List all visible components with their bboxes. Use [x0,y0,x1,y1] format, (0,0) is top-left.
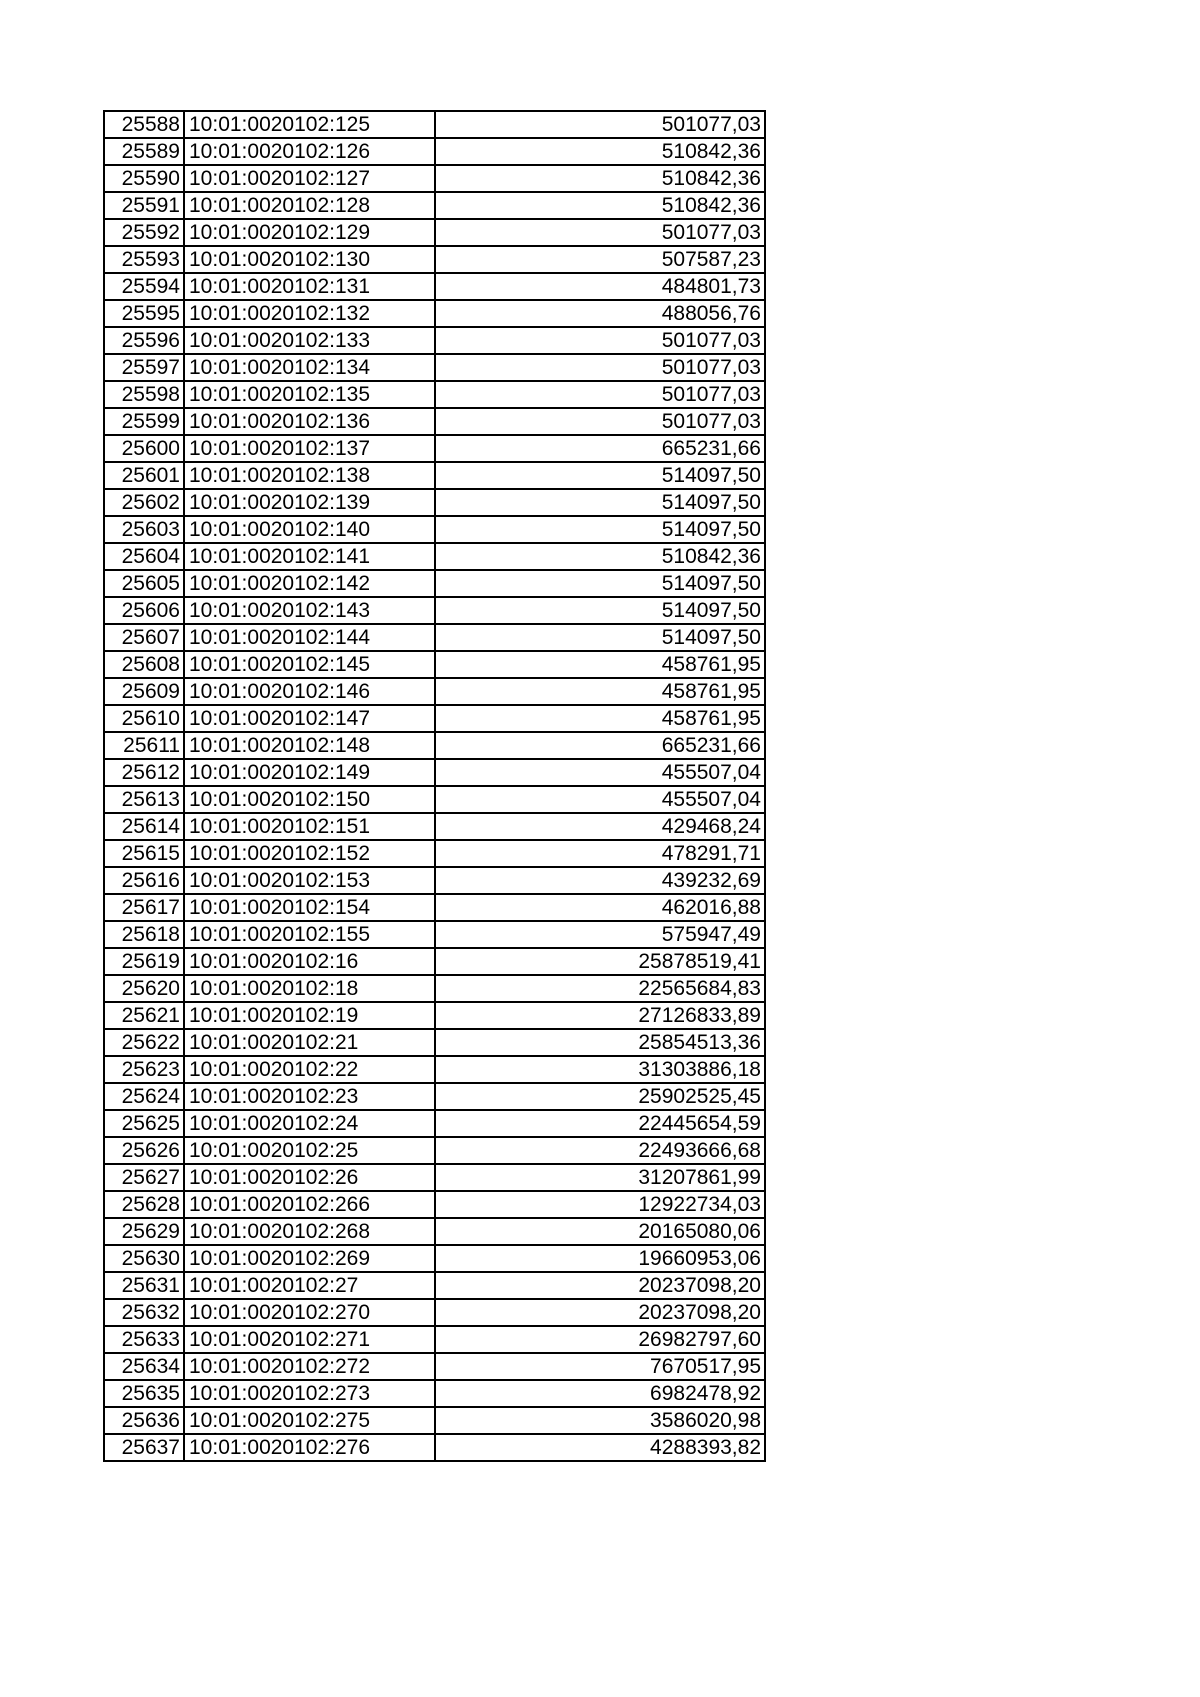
cadastral-number-cell: 10:01:0020102:154 [184,894,435,921]
row-number-cell: 25600 [104,435,184,462]
row-number-cell: 25595 [104,300,184,327]
cadastral-value-cell: 25878519,41 [435,948,765,975]
cadastral-value-cell: 514097,50 [435,489,765,516]
cadastral-number-cell: 10:01:0020102:275 [184,1407,435,1434]
cadastral-number-cell: 10:01:0020102:266 [184,1191,435,1218]
cadastral-value-cell: 501077,03 [435,408,765,435]
row-number-cell: 25592 [104,219,184,246]
row-number-cell: 25599 [104,408,184,435]
cadastral-value-cell: 31303886,18 [435,1056,765,1083]
table-row [104,894,765,921]
row-number-cell: 25619 [104,948,184,975]
table-row [104,219,765,246]
table-row [104,948,765,975]
table-row [104,354,765,381]
row-number-cell: 25591 [104,192,184,219]
table-row [104,813,765,840]
row-number-cell: 25605 [104,570,184,597]
cadastral-value-cell: 6982478,92 [435,1380,765,1407]
row-number-cell: 25588 [104,111,184,138]
cadastral-number-cell: 10:01:0020102:140 [184,516,435,543]
cadastral-number-cell: 10:01:0020102:268 [184,1218,435,1245]
row-number-cell: 25629 [104,1218,184,1245]
row-number-cell: 25627 [104,1164,184,1191]
cadastral-number-cell: 10:01:0020102:129 [184,219,435,246]
row-number-cell: 25628 [104,1191,184,1218]
cadastral-number-cell: 10:01:0020102:26 [184,1164,435,1191]
row-number-cell: 25606 [104,597,184,624]
cadastral-value-cell: 22445654,59 [435,1110,765,1137]
table-row [104,597,765,624]
row-number-cell: 25635 [104,1380,184,1407]
cadastral-number-cell: 10:01:0020102:23 [184,1083,435,1110]
cadastral-number-cell: 10:01:0020102:25 [184,1137,435,1164]
cadastral-number-cell: 10:01:0020102:143 [184,597,435,624]
cadastral-number-cell: 10:01:0020102:21 [184,1029,435,1056]
table-row [104,570,765,597]
cadastral-number-cell: 10:01:0020102:149 [184,759,435,786]
table-row [104,1083,765,1110]
row-number-cell: 25597 [104,354,184,381]
table-body [104,111,765,1461]
cadastral-number-cell: 10:01:0020102:136 [184,408,435,435]
cadastral-number-cell: 10:01:0020102:141 [184,543,435,570]
table-row [104,381,765,408]
table-row [104,273,765,300]
row-number-cell: 25610 [104,705,184,732]
table-row [104,246,765,273]
table-row [104,705,765,732]
table-row [104,678,765,705]
cadastral-number-cell: 10:01:0020102:19 [184,1002,435,1029]
cadastral-number-cell: 10:01:0020102:152 [184,840,435,867]
row-number-cell: 25621 [104,1002,184,1029]
table-row [104,840,765,867]
row-number-cell: 25604 [104,543,184,570]
cadastral-value-cell: 462016,88 [435,894,765,921]
table-row [104,327,765,354]
cadastral-value-cell: 510842,36 [435,165,765,192]
row-number-cell: 25589 [104,138,184,165]
cadastral-value-table [103,110,766,1462]
cadastral-value-cell: 501077,03 [435,381,765,408]
table-row [104,651,765,678]
cadastral-number-cell: 10:01:0020102:127 [184,165,435,192]
cadastral-number-cell: 10:01:0020102:144 [184,624,435,651]
row-number-cell: 25624 [104,1083,184,1110]
cadastral-value-cell: 514097,50 [435,597,765,624]
cadastral-value-cell: 458761,95 [435,705,765,732]
cadastral-value-cell: 439232,69 [435,867,765,894]
row-number-cell: 25598 [104,381,184,408]
table-row [104,1299,765,1326]
table-row [104,489,765,516]
cadastral-number-cell: 10:01:0020102:138 [184,462,435,489]
row-number-cell: 25633 [104,1326,184,1353]
cadastral-number-cell: 10:01:0020102:150 [184,786,435,813]
table-row [104,1164,765,1191]
cadastral-value-cell: 510842,36 [435,543,765,570]
cadastral-value-cell: 484801,73 [435,273,765,300]
table-row [104,435,765,462]
cadastral-value-cell: 501077,03 [435,219,765,246]
row-number-cell: 25601 [104,462,184,489]
cadastral-value-cell: 514097,50 [435,570,765,597]
table-row [104,1110,765,1137]
cadastral-value-cell: 510842,36 [435,138,765,165]
cadastral-value-cell: 458761,95 [435,678,765,705]
cadastral-number-cell: 10:01:0020102:132 [184,300,435,327]
table-row [104,1137,765,1164]
cadastral-number-cell: 10:01:0020102:276 [184,1434,435,1461]
cadastral-value-cell: 25854513,36 [435,1029,765,1056]
cadastral-number-cell: 10:01:0020102:135 [184,381,435,408]
cadastral-value-cell: 458761,95 [435,651,765,678]
cadastral-number-cell: 10:01:0020102:134 [184,354,435,381]
table-row [104,1218,765,1245]
cadastral-number-cell: 10:01:0020102:272 [184,1353,435,1380]
row-number-cell: 25634 [104,1353,184,1380]
cadastral-value-cell: 429468,24 [435,813,765,840]
cadastral-value-cell: 510842,36 [435,192,765,219]
cadastral-value-cell: 20237098,20 [435,1299,765,1326]
row-number-cell: 25620 [104,975,184,1002]
cadastral-number-cell: 10:01:0020102:27 [184,1272,435,1299]
row-number-cell: 25603 [104,516,184,543]
row-number-cell: 25616 [104,867,184,894]
row-number-cell: 25636 [104,1407,184,1434]
table-row [104,1326,765,1353]
cadastral-number-cell: 10:01:0020102:22 [184,1056,435,1083]
row-number-cell: 25614 [104,813,184,840]
table-row [104,975,765,1002]
table-row [104,165,765,192]
cadastral-value-cell: 501077,03 [435,327,765,354]
table-row [104,111,765,138]
table-row [104,300,765,327]
cadastral-number-cell: 10:01:0020102:16 [184,948,435,975]
cadastral-value-cell: 514097,50 [435,462,765,489]
cadastral-value-cell: 514097,50 [435,516,765,543]
cadastral-value-cell: 4288393,82 [435,1434,765,1461]
row-number-cell: 25618 [104,921,184,948]
row-number-cell: 25623 [104,1056,184,1083]
table-row [104,543,765,570]
cadastral-value-cell: 507587,23 [435,246,765,273]
cadastral-value-cell: 27126833,89 [435,1002,765,1029]
row-number-cell: 25594 [104,273,184,300]
cadastral-value-cell: 7670517,95 [435,1353,765,1380]
cadastral-value-cell: 12922734,03 [435,1191,765,1218]
cadastral-number-cell: 10:01:0020102:148 [184,732,435,759]
cadastral-number-cell: 10:01:0020102:18 [184,975,435,1002]
row-number-cell: 25632 [104,1299,184,1326]
table-row [104,624,765,651]
table-row [104,759,765,786]
cadastral-number-cell: 10:01:0020102:269 [184,1245,435,1272]
cadastral-value-cell: 478291,71 [435,840,765,867]
row-number-cell: 25596 [104,327,184,354]
table-row [104,1245,765,1272]
cadastral-value-cell: 665231,66 [435,435,765,462]
row-number-cell: 25630 [104,1245,184,1272]
cadastral-value-cell: 31207861,99 [435,1164,765,1191]
table-row [104,408,765,435]
cadastral-value-cell: 501077,03 [435,354,765,381]
cadastral-value-cell: 19660953,06 [435,1245,765,1272]
cadastral-value-cell: 22565684,83 [435,975,765,1002]
table-row [104,1380,765,1407]
table-row [104,1002,765,1029]
table-row [104,732,765,759]
table-row [104,786,765,813]
cadastral-number-cell: 10:01:0020102:133 [184,327,435,354]
cadastral-value-cell: 514097,50 [435,624,765,651]
cadastral-number-cell: 10:01:0020102:151 [184,813,435,840]
table-row [104,1272,765,1299]
table-row [104,1056,765,1083]
cadastral-value-cell: 455507,04 [435,786,765,813]
table-row [104,462,765,489]
cadastral-number-cell: 10:01:0020102:137 [184,435,435,462]
cadastral-number-cell: 10:01:0020102:24 [184,1110,435,1137]
cadastral-number-cell: 10:01:0020102:142 [184,570,435,597]
row-number-cell: 25631 [104,1272,184,1299]
row-number-cell: 25607 [104,624,184,651]
cadastral-number-cell: 10:01:0020102:273 [184,1380,435,1407]
cadastral-number-cell: 10:01:0020102:147 [184,705,435,732]
table-row [104,921,765,948]
cadastral-value-cell: 455507,04 [435,759,765,786]
cadastral-value-cell: 20237098,20 [435,1272,765,1299]
table-row [104,867,765,894]
row-number-cell: 25590 [104,165,184,192]
table-row [104,516,765,543]
cadastral-value-cell: 488056,76 [435,300,765,327]
table-row [104,1353,765,1380]
table-row [104,1407,765,1434]
row-number-cell: 25608 [104,651,184,678]
row-number-cell: 25615 [104,840,184,867]
table-row [104,1191,765,1218]
row-number-cell: 25617 [104,894,184,921]
row-number-cell: 25622 [104,1029,184,1056]
table-row [104,192,765,219]
row-number-cell: 25625 [104,1110,184,1137]
row-number-cell: 25626 [104,1137,184,1164]
cadastral-value-cell: 3586020,98 [435,1407,765,1434]
cadastral-value-cell: 501077,03 [435,111,765,138]
row-number-cell: 25593 [104,246,184,273]
cadastral-value-cell: 665231,66 [435,732,765,759]
cadastral-value-cell: 25902525,45 [435,1083,765,1110]
cadastral-number-cell: 10:01:0020102:126 [184,138,435,165]
row-number-cell: 25612 [104,759,184,786]
cadastral-value-cell: 26982797,60 [435,1326,765,1353]
row-number-cell: 25609 [104,678,184,705]
cadastral-value-cell: 22493666,68 [435,1137,765,1164]
cadastral-value-cell: 20165080,06 [435,1218,765,1245]
cadastral-number-cell: 10:01:0020102:271 [184,1326,435,1353]
cadastral-number-cell: 10:01:0020102:153 [184,867,435,894]
cadastral-number-cell: 10:01:0020102:146 [184,678,435,705]
row-number-cell: 25637 [104,1434,184,1461]
cadastral-number-cell: 10:01:0020102:125 [184,111,435,138]
cadastral-number-cell: 10:01:0020102:155 [184,921,435,948]
table-row [104,1434,765,1461]
cadastral-number-cell: 10:01:0020102:145 [184,651,435,678]
table-row [104,1029,765,1056]
row-number-cell: 25602 [104,489,184,516]
cadastral-number-cell: 10:01:0020102:270 [184,1299,435,1326]
row-number-cell: 25613 [104,786,184,813]
cadastral-number-cell: 10:01:0020102:128 [184,192,435,219]
row-number-cell: 25611 [104,732,184,759]
cadastral-value-cell: 575947,49 [435,921,765,948]
cadastral-number-cell: 10:01:0020102:139 [184,489,435,516]
table-row [104,138,765,165]
cadastral-number-cell: 10:01:0020102:130 [184,246,435,273]
cadastral-number-cell: 10:01:0020102:131 [184,273,435,300]
